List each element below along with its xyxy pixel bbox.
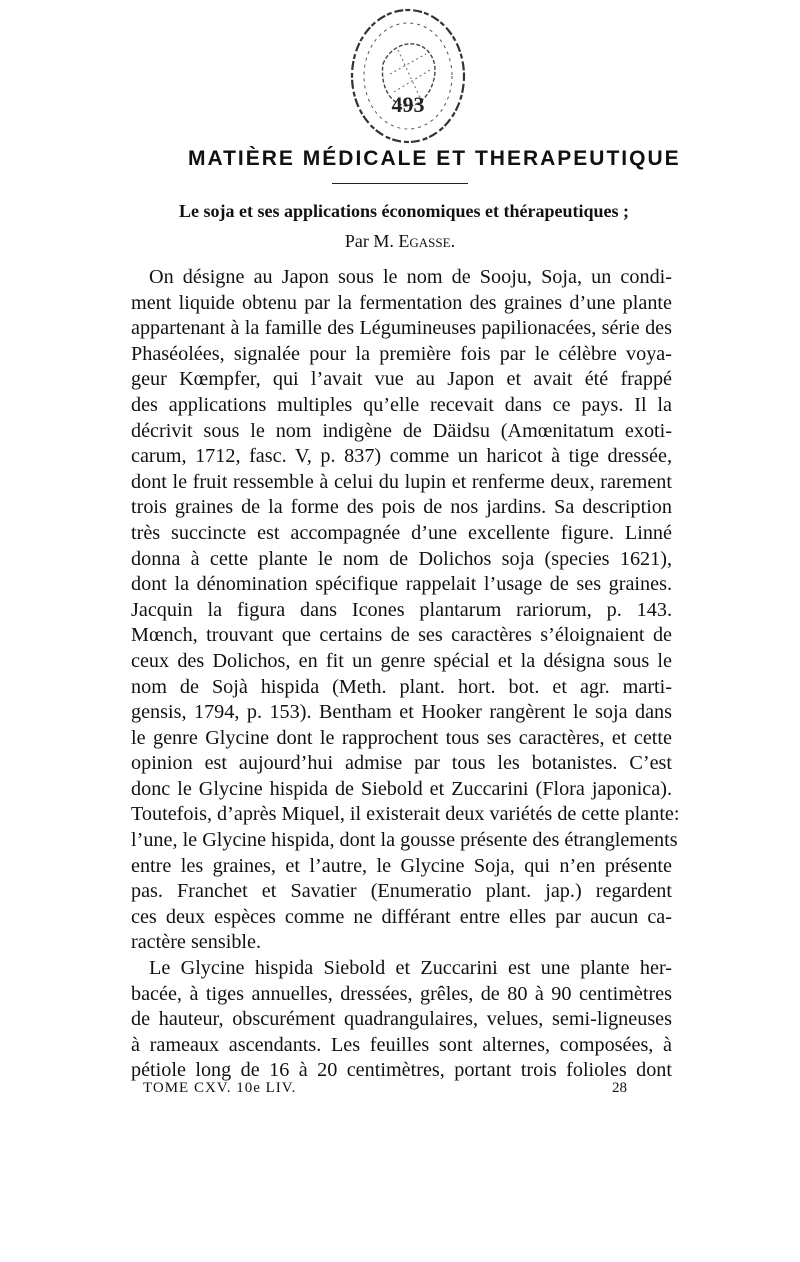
text-line: opinion est aujourd’hui admise par tous les botanistes. C’est: [131, 752, 672, 775]
text-line: ractère sensible.: [131, 931, 262, 954]
page-footer: [131, 1080, 627, 1102]
author-line: [300, 231, 500, 252]
text-line: ment liquide obtenu par la fermentation des graines d’une plante: [131, 291, 672, 314]
text-line: ces deux espèces comme ne différant entre elles par aucun ca-: [131, 905, 672, 928]
text-line: carum, 1712, fasc. V, p. 837) comme un haricot à tige dressée,: [131, 445, 672, 468]
text-line: bacée, à tiges annuelles, dressées, grêles, de 80 à 90 centimètres: [131, 982, 672, 1005]
library-stamp-seal: [338, 4, 478, 154]
text-line: Toutefois, d’après Miquel, il existerait deux variétés de cette plante:: [131, 803, 680, 826]
text-line: Le Glycine hispida Siebold et Zuccarini est une plante her-: [149, 957, 672, 980]
svg-text:493: 493: [391, 92, 425, 117]
author-prefix: Par M.: [344, 231, 394, 251]
text-line: entre les graines, et l’autre, le Glycine Soja, qui n’en présente: [131, 854, 672, 877]
text-line: nom de Sojà hispida (Meth. plant. hort. bot. et agr. marti-: [131, 675, 672, 698]
text-line: donc le Glycine hispida de Siebold et Zuccarini (Flora japonica).: [131, 777, 672, 800]
text-line: décrivit sous le nom indigène de Däidsu (Amœnitatum exoti-: [131, 419, 672, 442]
text-line: gensis, 1794, p. 153). Bentham et Hooker rangèrent le soja dans: [131, 701, 672, 724]
text-line: dont le fruit ressemble à celui du lupin et renferme deux, rarement: [131, 470, 672, 493]
text-line: Mœnch, trouvant que certains de ses caractères s’éloignaient de: [131, 624, 672, 647]
article-title: Le soja et ses applications économiques et thérapeutiques ;: [179, 201, 629, 221]
text-line: Jacquin la figura dans Icones plantarum rariorum, p. 143.: [131, 598, 672, 621]
text-line: donna à cette plante le nom de Dolichos soja (species 1621),: [131, 547, 672, 570]
text-line: appartenant à la famille des Légumineuses papilionacées, série des: [131, 317, 672, 340]
text-line: geur Kœmpfer, qui l’avait vue au Japon et avait été frappé: [131, 368, 672, 391]
text-line: des applications multiples qu’elle recevait dans ce pays. Il la: [131, 393, 672, 416]
page-number: 28: [612, 1080, 627, 1096]
text-line: Phaséolées, signalée pour la première fois par le célèbre voya-: [131, 342, 672, 365]
title-rule-divider: [332, 183, 468, 184]
text-line: ceux des Dolichos, en fit un genre spécial et la désigna sous le: [131, 649, 672, 672]
text-line: trois graines de la forme des pois de nos jardins. Sa description: [131, 496, 672, 519]
author-name: Egasse.: [398, 231, 456, 251]
text-line: pas. Franchet et Savatier (Enumeratio plant. jap.) regardent: [131, 880, 672, 903]
text-line: le genre Glycine dont le rapprochent tous ses caractères, et cette: [131, 726, 672, 749]
text-line: l’une, le Glycine hispida, dont la gousse présente des étranglements: [131, 829, 678, 852]
text-line: de hauteur, obscurément quadrangulaires, velues, semi-ligneuses: [131, 1008, 672, 1031]
text-line: dont la dénomination spécifique rappelait l’usage de ses graines.: [131, 573, 672, 596]
volume-signature: TOME CXV. 10e LIV.: [143, 1080, 297, 1096]
text-line: On désigne au Japon sous le nom de Sooju, Soja, un condi-: [149, 266, 672, 288]
text-line: très succincte est accompagnée d’une excellente figure. Linné: [131, 521, 672, 544]
text-line: à rameaux ascendants. Les feuilles sont alternes, composées, à: [131, 1033, 672, 1056]
text-line: pétiole long de 16 à 20 centimètres, portant trois folioles dont: [131, 1059, 672, 1082]
body-text: [131, 265, 680, 1084]
section-title: MATIÈRE MÉDICALE ET THERAPEUTIQUE: [188, 147, 681, 170]
